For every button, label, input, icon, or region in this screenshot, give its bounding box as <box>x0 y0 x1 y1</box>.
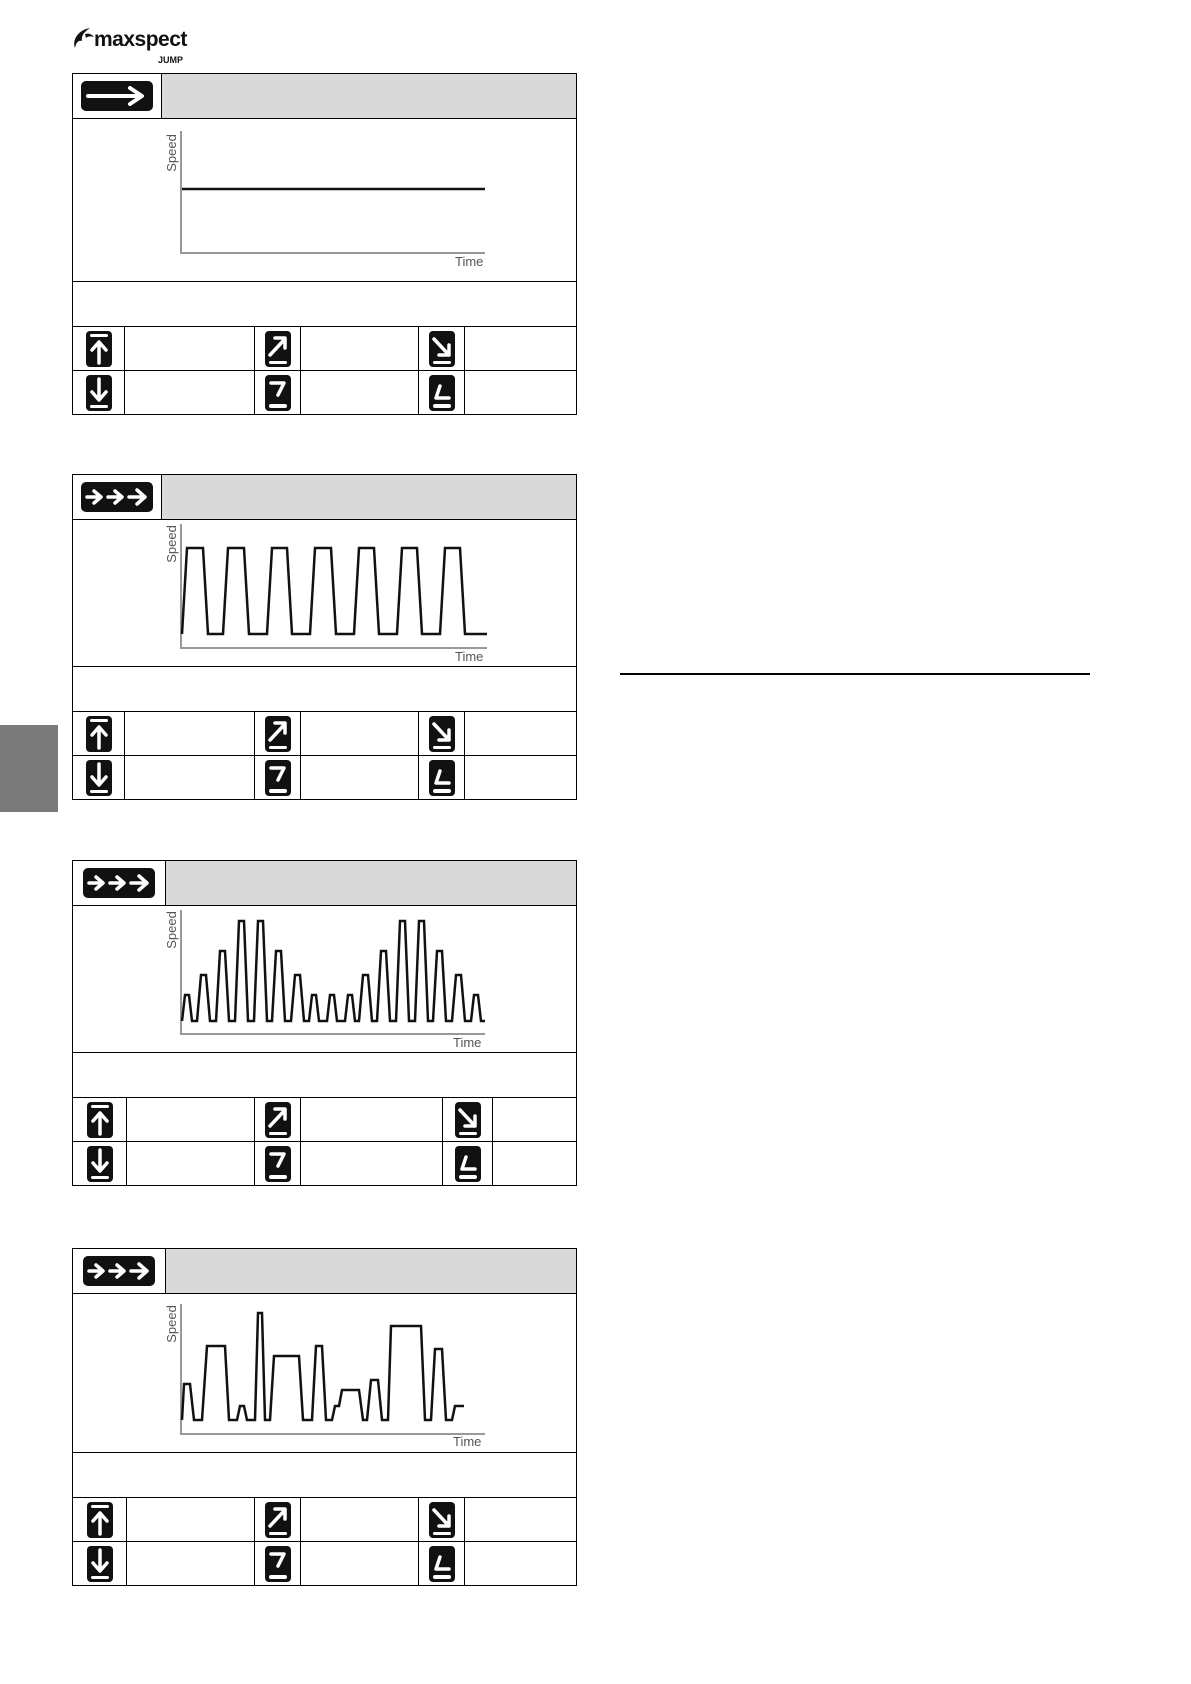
ramp-up-icon <box>255 327 301 370</box>
logo-subtitle: JUMP <box>158 55 184 65</box>
x-axis-label: Time <box>455 254 484 269</box>
panel-title <box>166 861 576 905</box>
control-label <box>301 1498 419 1541</box>
speed-series-line <box>182 921 485 1021</box>
speed-down-icon <box>73 1142 127 1185</box>
panel-description <box>73 282 576 327</box>
panel-header <box>73 1249 576 1294</box>
panel-title <box>162 74 576 118</box>
control-label <box>125 371 255 414</box>
control-label <box>493 1098 576 1141</box>
y-axis-label: Speed <box>164 911 179 949</box>
panel-header <box>73 74 576 119</box>
mode-panel-random <box>72 1248 577 1586</box>
ramp-down-icon <box>443 1098 493 1141</box>
maxspect-logo <box>72 20 202 68</box>
control-label <box>125 327 255 370</box>
control-label <box>125 756 255 799</box>
control-label <box>301 327 419 370</box>
control-row <box>73 1541 576 1585</box>
step-down-icon <box>419 1542 465 1585</box>
step-down-icon <box>443 1142 493 1185</box>
ramp-down-icon <box>419 327 465 370</box>
ramp-down-icon <box>419 1498 465 1541</box>
x-axis-label: Time <box>453 1434 482 1449</box>
logo-swirl-icon <box>72 26 96 52</box>
step-down-icon <box>419 756 465 799</box>
speed-down-icon <box>73 756 125 799</box>
control-label <box>301 1098 443 1141</box>
control-label <box>127 1142 255 1185</box>
panel-header <box>73 861 576 906</box>
chapter-tab <box>0 725 58 812</box>
control-row <box>73 755 576 799</box>
control-row <box>73 1498 576 1541</box>
speed-series-line <box>182 548 487 634</box>
control-row <box>73 327 576 370</box>
speed-up-icon <box>73 1498 127 1541</box>
y-axis-label: Speed <box>164 525 179 563</box>
x-axis-label: Time <box>453 1035 482 1050</box>
control-label <box>301 756 419 799</box>
speed-time-chart <box>73 906 576 1053</box>
long-arrow-icon <box>73 74 162 118</box>
speed-time-chart <box>73 1294 576 1453</box>
panel-title <box>166 1249 576 1293</box>
control-label <box>465 1498 576 1541</box>
mode-panel-wave <box>72 860 577 1186</box>
control-label <box>465 327 576 370</box>
control-row <box>73 1141 576 1185</box>
step-up-icon <box>255 1542 301 1585</box>
triple-arrow-icon <box>73 861 166 905</box>
ramp-up-icon <box>255 712 301 755</box>
triple-arrow-icon <box>73 1249 166 1293</box>
x-axis-label: Time <box>455 649 484 664</box>
ramp-up-icon <box>255 1498 301 1541</box>
control-row <box>73 1098 576 1141</box>
triple-arrow-icon <box>73 475 162 519</box>
ramp-down-icon <box>419 712 465 755</box>
control-label <box>301 1542 419 1585</box>
control-row <box>73 712 576 755</box>
text-rule <box>620 673 1090 675</box>
panel-description <box>73 667 576 712</box>
control-row <box>73 370 576 414</box>
step-up-icon <box>255 756 301 799</box>
speed-up-icon <box>73 712 125 755</box>
speed-time-chart <box>73 119 576 282</box>
step-up-icon <box>255 371 301 414</box>
ramp-up-icon <box>255 1098 301 1141</box>
speed-down-icon <box>73 1542 127 1585</box>
control-label <box>301 371 419 414</box>
y-axis-label: Speed <box>164 1305 179 1343</box>
control-label <box>465 1542 576 1585</box>
logo-wordmark: maxspect <box>94 28 187 51</box>
control-label <box>465 371 576 414</box>
control-label <box>125 712 255 755</box>
speed-up-icon <box>73 327 125 370</box>
panel-description <box>73 1053 576 1098</box>
step-up-icon <box>255 1142 301 1185</box>
speed-time-chart <box>73 520 576 667</box>
step-down-icon <box>419 371 465 414</box>
control-label <box>127 1498 255 1541</box>
speed-series-line <box>182 1313 464 1420</box>
panel-header <box>73 475 576 520</box>
control-label <box>301 1142 443 1185</box>
panel-title <box>162 475 576 519</box>
control-label <box>465 712 576 755</box>
mode-panel-pulse <box>72 474 577 800</box>
mode-panel-constant <box>72 73 577 415</box>
panel-description <box>73 1453 576 1498</box>
control-label <box>465 756 576 799</box>
control-label <box>127 1098 255 1141</box>
y-axis-label: Speed <box>164 134 179 172</box>
speed-up-icon <box>73 1098 127 1141</box>
control-label <box>127 1542 255 1585</box>
control-label <box>493 1142 576 1185</box>
control-label <box>301 712 419 755</box>
speed-down-icon <box>73 371 125 414</box>
